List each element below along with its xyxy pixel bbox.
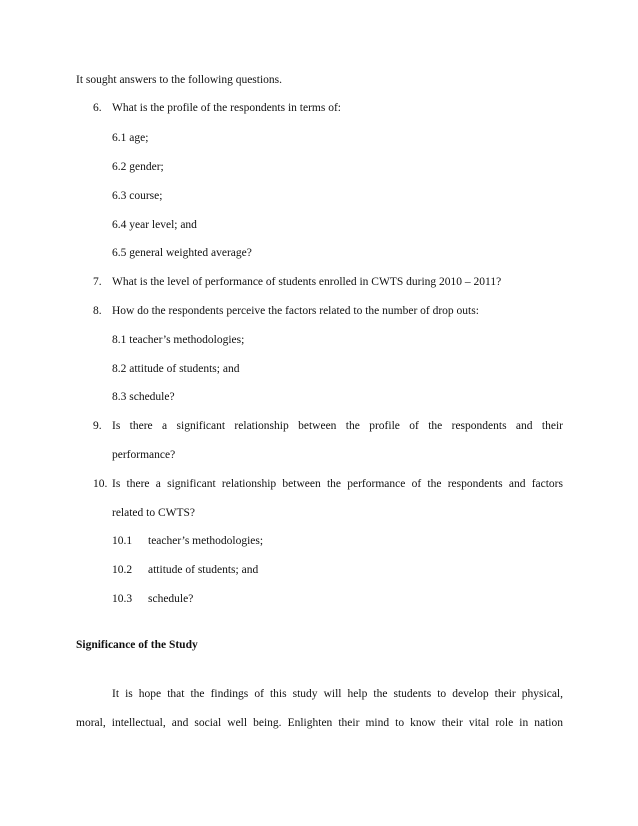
q8-number: 8.	[93, 305, 102, 317]
q7-text: What is the level of performance of students enrolled in CWTS during 2010 – 2011?	[112, 276, 502, 288]
q9-text-line-1: Is there a significant relationship between the profile of the respondents and their	[112, 420, 563, 432]
q8-sub-1: 8.1 teacher’s methodologies;	[112, 334, 245, 346]
q6-sub-3: 6.3 course;	[112, 190, 163, 202]
paragraph-line-1: It is hope that the findings of this study will help the students to develop their physical,	[112, 688, 563, 700]
q8-sub-3: 8.3 schedule?	[112, 391, 175, 403]
paragraph-line-2: moral, intellectual, and social well being. Enlighten their mind to know their vital role in nation	[76, 717, 563, 729]
q10-sub-1-number: 10.1	[112, 535, 133, 547]
q9-number: 9.	[93, 420, 102, 432]
q10-number: 10.	[93, 478, 108, 490]
q8-sub-2: 8.2 attitude of students; and	[112, 363, 240, 375]
q6-text: What is the profile of the respondents in terms of:	[112, 102, 341, 114]
q10-sub-1-text: teacher’s methodologies;	[148, 535, 264, 547]
section-heading: Significance of the Study	[76, 639, 198, 651]
q10-text-line-2: related to CWTS?	[112, 507, 196, 519]
q6-sub-4: 6.4 year level; and	[112, 219, 197, 231]
q10-text-line-1: Is there a significant relationship between the performance of the respondents and factors	[112, 478, 563, 490]
q10-sub-3-text: schedule?	[148, 593, 194, 605]
q7-number: 7.	[93, 276, 102, 288]
q6-number: 6.	[93, 102, 102, 114]
q6-sub-5: 6.5 general weighted average?	[112, 247, 252, 259]
q10-sub-2-text: attitude of students; and	[148, 564, 259, 576]
q10-sub-2-number: 10.2	[112, 564, 133, 576]
q6-sub-2: 6.2 gender;	[112, 161, 164, 173]
q8-text: How do the respondents perceive the factors related to the number of drop outs:	[112, 305, 479, 317]
q10-sub-3-number: 10.3	[112, 593, 133, 605]
q6-sub-1: 6.1 age;	[112, 132, 149, 144]
intro-line: It sought answers to the following questions.	[76, 74, 283, 86]
q9-text-line-2: performance?	[112, 449, 176, 461]
